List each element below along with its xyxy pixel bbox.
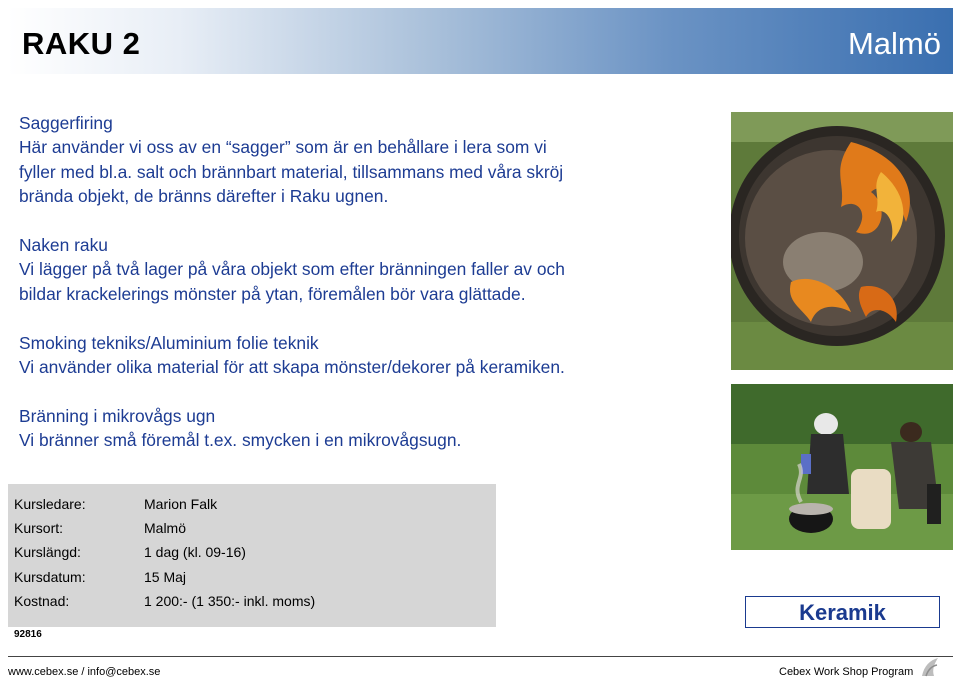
category-badge: Keramik — [745, 596, 940, 628]
section-mikrovag — [19, 404, 659, 453]
page-title: RAKU 2 — [22, 26, 141, 61]
section-line: brända objekt, de bränns därefter i Raku ugnen. — [19, 186, 389, 207]
info-label: Kurslängd: — [14, 544, 81, 560]
section-line: Vi lägger på två lager på våra objekt som efter bränningen faller av och — [19, 259, 565, 280]
footer-contact: www.cebex.se / info@cebex.se — [8, 666, 161, 678]
city-label: Malmö — [847, 26, 941, 61]
info-value: 15 Maj — [144, 569, 187, 585]
footer-divider — [8, 656, 953, 657]
section-line: bildar krackelerings mönster på ytan, föremålen bör vara glättade. — [19, 283, 526, 304]
info-value: 1 dag (kl. 09-16) — [144, 544, 246, 560]
photo-burning-bucket — [731, 112, 953, 370]
section-smoking — [19, 331, 659, 380]
info-label: Kostnad: — [14, 593, 70, 609]
section-heading: Bränning i mikrovågs ugn — [19, 405, 216, 426]
section-line: Här använder vi oss av en “sagger” som är en behållare i lera som vi — [19, 137, 547, 158]
info-label: Kursledare: — [14, 496, 86, 512]
section-saggerfiring — [19, 111, 659, 209]
footer-program: Cebex Work Shop Program — [779, 666, 914, 678]
description-text — [19, 111, 659, 477]
info-label: Kursort: — [14, 520, 64, 536]
section-naken-raku — [19, 233, 659, 306]
section-line: Vi använder olika material för att skapa mönster/dekorer på keramiken. — [19, 357, 565, 378]
info-value: Marion Falk — [144, 496, 218, 512]
header-banner — [8, 8, 953, 74]
section-heading: Naken raku — [19, 235, 108, 256]
info-value: 1 200:- (1 350:- inkl. moms) — [144, 593, 316, 609]
info-label: Kursdatum: — [14, 569, 86, 585]
section-heading: Smoking tekniks/Aluminium folie teknik — [19, 332, 319, 353]
course-info-box — [8, 484, 496, 627]
section-line: Vi bränner små föremål t.ex. smycken i en mikrovågsugn. — [19, 430, 462, 451]
section-line: fyller med bl.a. salt och brännbart material, tillsammans med våra skröj — [19, 161, 564, 182]
program-code: 92816 — [14, 629, 42, 640]
photo-raku-workshop — [731, 384, 953, 550]
cebex-logo-icon — [918, 656, 942, 678]
section-heading: Saggerfiring — [19, 113, 113, 133]
info-value: Malmö — [144, 520, 187, 536]
